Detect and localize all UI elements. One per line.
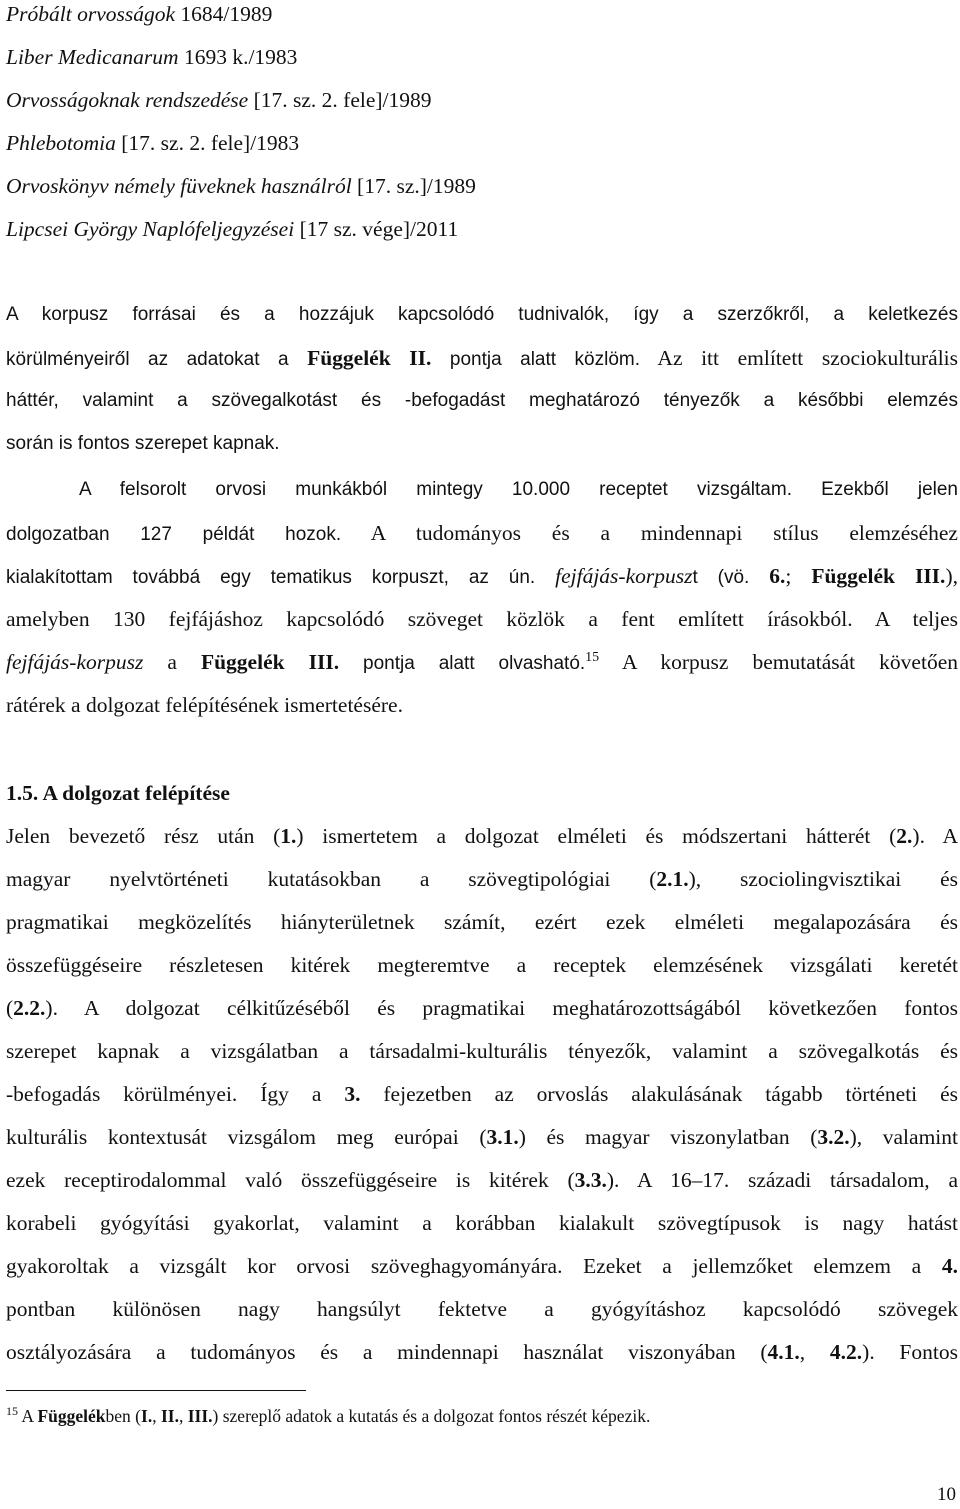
paragraph-line: korabeli gyógyítási gyakorlat, valamint a korábban kialakult szövegtípusok is nagy hatást bbox=[6, 1211, 958, 1235]
paragraph-line: összefüggéseire részletesen kitérek megteremtve a receptek elemzésének vizsgálati keretét bbox=[6, 953, 958, 977]
paragraph-line: magyar nyelvtörténeti kutatásokban a szövegtipológiai (2.1.), szociolingvisztikai és bbox=[6, 867, 958, 891]
paragraph-line: A korpusz forrásai és a hozzájuk kapcsolódó tudnivalók, így a szerzőkről, a keletkezés bbox=[6, 304, 958, 325]
paragraph-line: kialakítottam továbbá egy tematikus korpuszt, az ún. fejfájás-korpuszt (vö. 6.; Függelék III.), bbox=[6, 564, 958, 588]
paragraph-line: A felsorolt orvosi munkákból mintegy 10.000 receptet vizsgáltam. Ezekből jelen bbox=[79, 479, 958, 500]
source-entry: Orvosságoknak rendszedése [17. sz. 2. fele]/1989 bbox=[6, 88, 432, 112]
paragraph-line: kulturális kontextusát vizsgálom meg európai (3.1.) és magyar viszonylatban (3.2.), valamint bbox=[6, 1125, 958, 1149]
source-entry: Orvoskönyv némely füveknek használról [17. sz.]/1989 bbox=[6, 174, 476, 198]
paragraph-line: rátérek a dolgozat felépítésének ismertetésére. bbox=[6, 693, 403, 717]
paragraph-line: gyakoroltak a vizsgált kor orvosi szöveghagyományára. Ezeket a jellemzőket elemzem a 4. bbox=[6, 1254, 958, 1278]
paragraph-line: Jelen bevezető rész után (1.) ismertetem a dolgozat elméleti és módszertani hátterét (2.). A bbox=[6, 824, 959, 848]
footnote-separator bbox=[6, 1390, 306, 1391]
footnote-ref[interactable]: 15 bbox=[585, 649, 600, 665]
paragraph-line: szerepet kapnak a vizsgálatban a társadalmi-kulturális tényezők, valamint a szövegalkotás és bbox=[6, 1039, 958, 1063]
paragraph-line: ezek receptirodalommal való összefüggéseire is kitérek (3.3.). A 16–17. századi társadalom, a bbox=[6, 1168, 958, 1192]
paragraph-line: amelyben 130 fejfájáshoz kapcsolódó szöveget közlök a fent említett írásokból. A teljes bbox=[6, 607, 958, 631]
paragraph-line: körülményeiről az adatokat a Függelék II. pontja alatt közlöm. Az itt említett szociokulturális bbox=[6, 346, 959, 370]
paragraph-line: pragmatikai megközelítés hiányterületnek számít, ezért ezek elméleti megalapozására és bbox=[6, 910, 958, 934]
paragraph-line: során is fontos szerepet kapnak. bbox=[6, 433, 280, 454]
paragraph-line: pontban különösen nagy hangsúlyt fektetve a gyógyításhoz kapcsolódó szövegek bbox=[6, 1297, 958, 1321]
source-entry: Phlebotomia [17. sz. 2. fele]/1983 bbox=[6, 131, 300, 155]
source-entry: Lipcsei György Naplófeljegyzései [17 sz. vége]/2011 bbox=[6, 217, 459, 241]
page-number: 10 bbox=[937, 1484, 956, 1505]
paragraph-line: háttér, valamint a szövegalkotást és -befogadást meghatározó tényezők a későbbi elemzés bbox=[6, 390, 958, 411]
paragraph-line: (2.2.). A dolgozat célkitűzéséből és pragmatikai meghatározottságából következően fontos bbox=[6, 996, 958, 1020]
paragraph-line: fejfájás-korpusz a Függelék III. pontja alatt olvasható.$^{15}$ A korpusz bemutatását követően bbox=[6, 649, 958, 674]
source-entry: Próbált orvosságok 1684/1989 bbox=[6, 2, 273, 26]
section-heading: 1.5. A dolgozat felépítése bbox=[6, 781, 230, 805]
source-entry: Liber Medicanarum 1693 k./1983 bbox=[6, 45, 298, 69]
paragraph-line: -befogadás körülményei. Így a 3. fejezetben az orvoslás alakulásának tágabb történeti és bbox=[6, 1082, 958, 1106]
footnote: $^{15}$ A Függelékben (I., II., III.) szereplő adatok a kutatás és a dolgozat fontos részét képezik. bbox=[6, 1404, 651, 1426]
paragraph-line: osztályozására a tudományos és a mindennapi használat viszonyában (4.1., 4.2.). Fontos bbox=[6, 1340, 958, 1364]
paragraph-line: dolgozatban 127 példát hozok. A tudományos és a mindennapi stílus elemzéséhez bbox=[6, 521, 958, 545]
